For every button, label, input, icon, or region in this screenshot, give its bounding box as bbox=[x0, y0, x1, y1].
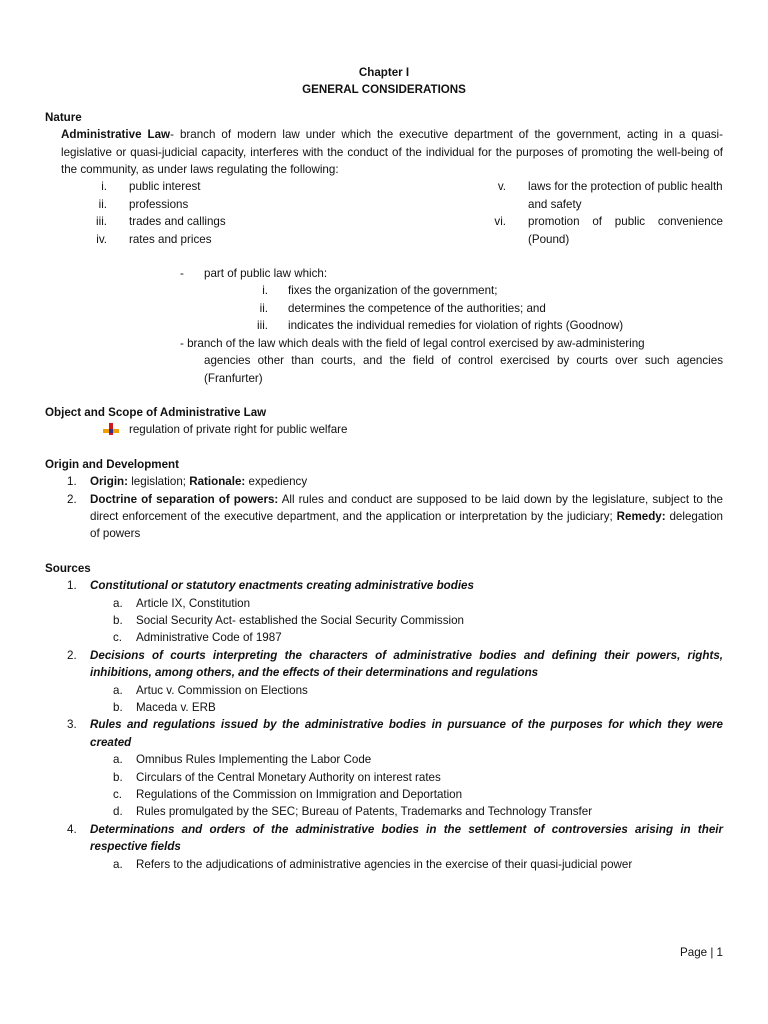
list-item: a. Omnibus Rules Implementing the Labor Code bbox=[113, 753, 372, 767]
regulated-list-left bbox=[45, 178, 384, 248]
list-item: b. Social Security Act- established the Social Security Commission bbox=[113, 613, 464, 627]
list-item: 2. Decisions of courts interpreting the characters of administrative bodies and defining their powers, rights, inhibitions, among others, and the effects of their determinations and regulations bbox=[67, 648, 723, 680]
sources-heading: Sources bbox=[45, 561, 91, 575]
list-item: i. public interest bbox=[101, 180, 201, 194]
list-item: ii. determines the competence of the authorities; and bbox=[259, 301, 546, 315]
nature-definition bbox=[45, 126, 723, 178]
list-item: regulation of private right for public welfare bbox=[45, 421, 723, 438]
list-item: 4. Determinations and orders of the administrative bodies in the settlement of controversies arising in their respective fields bbox=[67, 822, 723, 854]
nature-term: Administrative Law bbox=[61, 128, 171, 142]
list-item: 1. Origin: legislation; Rationale: expediency bbox=[67, 475, 308, 489]
chapter-label: Chapter I bbox=[358, 66, 410, 79]
object-scope-heading: Object and Scope of Administrative Law bbox=[45, 405, 267, 419]
list-item: iv. rates and prices bbox=[96, 232, 212, 246]
list-item: v. laws for the protection of public health and safety bbox=[497, 180, 723, 211]
list-item: vi. promotion of public convenience (Pound) bbox=[494, 215, 723, 246]
list-item: b. Maceda v. ERB bbox=[113, 701, 216, 714]
list-item: 2. Doctrine of separation of powers: All rules and conduct are supposed to be laid down by the legislature, subject to the direct enforcement of the executive department, and the application or interpretation by the judiciary; Remedy: delegation of powers bbox=[67, 492, 723, 541]
page-number: Page | 1 bbox=[680, 946, 723, 959]
regulated-list-right bbox=[384, 178, 723, 248]
list-item: iii. indicates the individual remedies for violation of rights (Goodnow) bbox=[257, 319, 624, 333]
list-item: i. fixes the organization of the government; bbox=[262, 284, 498, 298]
list-item: a. Artuc v. Commission on Elections bbox=[113, 683, 308, 697]
plus-bullet-icon bbox=[103, 421, 129, 438]
branch-of-law-definition: - branch of the law which deals with the field of legal control exercised by aw-administering agencies other than courts, and the field of control exercised by courts over such agencies (Franfurter) bbox=[180, 336, 723, 385]
list-item: c. Regulations of the Commission on Immigration and Deportation bbox=[113, 788, 463, 802]
list-item: 1. Constitutional or statutory enactments creating administrative bodies bbox=[67, 579, 474, 593]
chapter-title: GENERAL CONSIDERATIONS bbox=[302, 83, 466, 97]
list-item: a. Article IX, Constitution bbox=[113, 596, 251, 610]
document-page bbox=[45, 64, 723, 873]
list-item: a. Refers to the adjudications of administrative agencies in the exercise of their quasi-judicial power bbox=[113, 857, 633, 871]
origin-heading: Origin and Development bbox=[45, 457, 179, 471]
list-item: d. Rules promulgated by the SEC; Bureau of Patents, Trademarks and Technology Transfer bbox=[113, 805, 593, 819]
public-law-definition: - part of public law which: i. fixes the organization of the government; ii. determines the competence of the authorities; and iii. indicates the individual remedies for violation of rights (Goodnow) bbox=[45, 265, 723, 335]
list-item: iii. trades and callings bbox=[96, 215, 226, 229]
list-item: b. Circulars of the Central Monetary Authority on interest rates bbox=[113, 770, 441, 784]
nature-definition-text: - branch of modern law under which the executive department of the government, acting in a quasi-legislative or quasi-judicial capacity, interferes with the conduct of the individual for the purposes of promoting the well-being of the community, as under laws regulating the following: bbox=[61, 128, 723, 177]
list-item: c. Administrative Code of 1987 bbox=[113, 631, 282, 645]
list-item: 3. Rules and regulations issued by the administrative bodies in pursuance of the purposes for which they were created bbox=[67, 718, 723, 749]
nature-heading: Nature bbox=[45, 110, 82, 124]
list-item: ii. professions bbox=[98, 197, 189, 211]
regulated-list bbox=[45, 178, 723, 248]
